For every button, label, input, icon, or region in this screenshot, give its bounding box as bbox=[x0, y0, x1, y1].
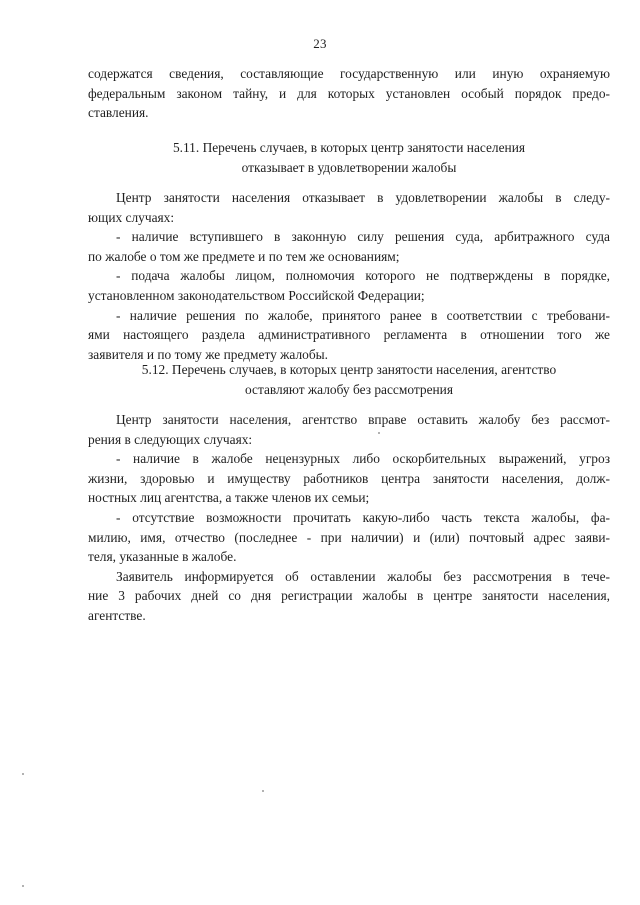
list-item-line: по жалобе о том же предмете и по тем же основаниям; bbox=[88, 248, 400, 264]
list-item-line: установленном законодательством Российской Федерации; bbox=[88, 287, 425, 303]
list-item-line: заявителя и по тому же предмету жалобы. bbox=[88, 346, 329, 362]
section-5-12-body bbox=[88, 410, 610, 626]
section-5-12-heading bbox=[88, 360, 610, 399]
section-5-11-heading bbox=[88, 138, 610, 177]
scan-speck bbox=[378, 432, 380, 434]
list-item-line: - наличие вступившего в законную силу решения суда, арбитражного суда bbox=[116, 229, 610, 245]
text-line: федеральным законом тайну, и для которых установлен особый порядок предо- bbox=[88, 85, 610, 101]
text-line: ющих случаях: bbox=[88, 209, 175, 225]
scan-speck bbox=[22, 773, 24, 775]
heading-line: 5.11. Перечень случаев, в которых центр занятости населения bbox=[172, 140, 526, 155]
text-line: рения в следующих случаях: bbox=[88, 431, 253, 447]
list-item-line: ями настоящего раздела административного регламента в отношении того же bbox=[88, 327, 610, 343]
heading-line: 5.12. Перечень случаев, в которых центр занятости населения, агентство bbox=[141, 362, 557, 377]
text-line: Центр занятости населения отказывает в удовлетворении жалобы в следу- bbox=[116, 190, 610, 205]
text-line: Центр занятости населения, агентство вправе оставить жалобу без рассмот- bbox=[116, 412, 610, 427]
list-item-line: теля, указанные в жалобе. bbox=[88, 549, 237, 565]
text-line: агентстве. bbox=[88, 607, 146, 623]
list-item-line: - наличие решения по жалобе, принятого ранее в соответствии с требовани- bbox=[116, 307, 610, 323]
text-line: ние 3 рабочих дней со дня регистрации жалобы в центре занятости населения, bbox=[88, 588, 610, 604]
list-item-line: милию, имя, отчество (последнее - при наличии) и (или) почтовый адрес заяви- bbox=[88, 529, 610, 545]
heading-line: отказывает в удовлетворении жалобы bbox=[241, 159, 457, 175]
scan-speck bbox=[262, 790, 264, 792]
text-line: ставления. bbox=[88, 105, 149, 121]
scan-speck bbox=[22, 885, 24, 887]
text-line: содержатся сведения, составляющие государственную или иную охраняемую bbox=[88, 66, 610, 81]
intro-paragraph bbox=[88, 64, 610, 123]
list-item-line: - отсутствие возможности прочитать какую-либо часть текста жалобы, фа- bbox=[116, 509, 610, 525]
list-item-line: - подача жалобы лицом, полномочия которого не подтверждены в порядке, bbox=[116, 268, 610, 284]
list-item-line: ностных лиц агентства, а также членов их семьи; bbox=[88, 490, 370, 506]
page-number: 23 bbox=[313, 36, 327, 51]
list-item-line: жизни, здоровью и имуществу работников центра занятости населения, долж- bbox=[88, 470, 610, 486]
list-item-line: - наличие в жалобе нецензурных либо оскорбительных выражений, угроз bbox=[116, 451, 610, 467]
heading-line: оставляют жалобу без рассмотрения bbox=[244, 381, 454, 397]
text-line: Заявитель информируется об оставлении жалобы без рассмотрения в тече- bbox=[116, 568, 610, 584]
section-5-11-body bbox=[88, 188, 610, 364]
